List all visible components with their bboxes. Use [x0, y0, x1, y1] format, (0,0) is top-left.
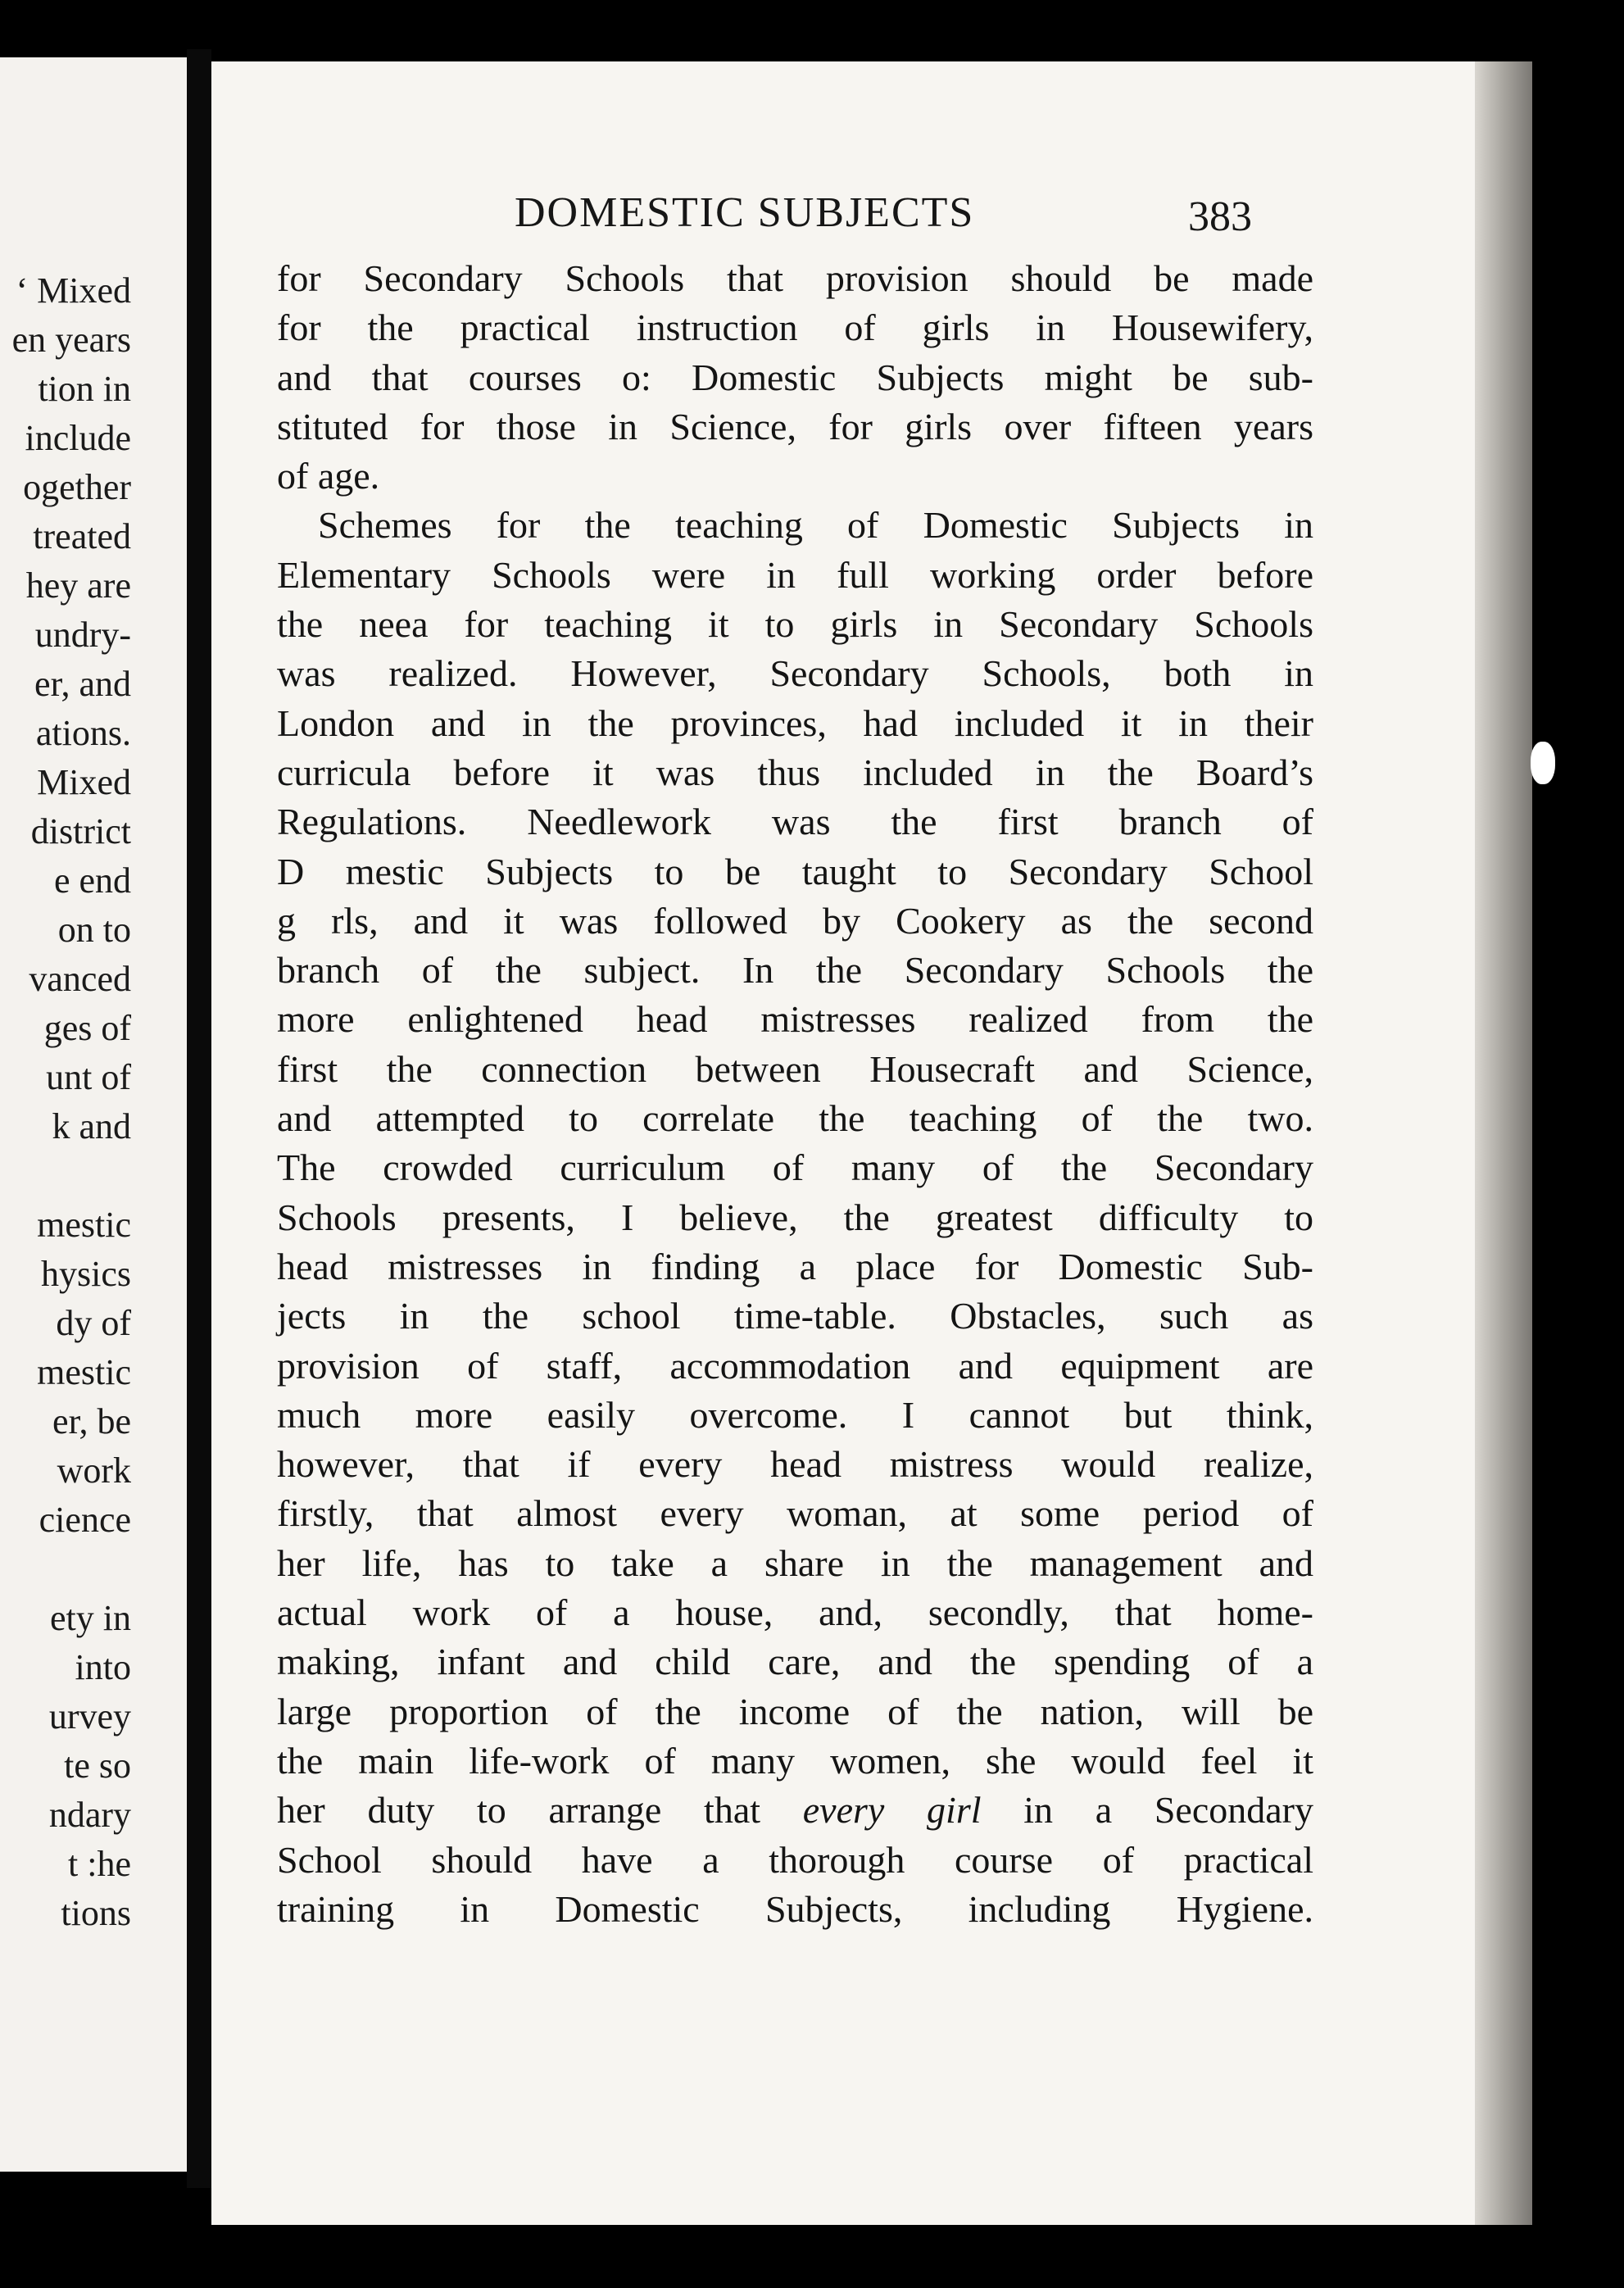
page-number: 383 — [1188, 193, 1252, 240]
left-line: er, be — [52, 1401, 131, 1441]
text-line: making, infant and child care, and the spending of a — [277, 1641, 1313, 1683]
text-line: Regulations. Needlework was the first branch of — [277, 801, 1313, 843]
text-line: provision of staff, accommodation and equipment are — [277, 1344, 1313, 1387]
text-line-mixed — [277, 1786, 1313, 1835]
text-line: firstly, that almost every woman, at some period of — [277, 1492, 1313, 1535]
text-line: however, that if every head mistress would realize, — [277, 1443, 1313, 1486]
text-line: more enlightened head mistresses realized from the — [277, 998, 1313, 1041]
text-line: Schemes for the teaching of Domestic Subjects in — [318, 504, 1313, 547]
text-line: School should have a thorough course of practical — [277, 1838, 1313, 1881]
text-line: of age. — [277, 455, 380, 497]
left-line: into — [75, 1647, 131, 1687]
text-line: branch of the subject. In the Secondary Schools the — [277, 949, 1313, 992]
book-gutter — [187, 49, 211, 2188]
page — [211, 61, 1532, 2225]
left-line: ogether — [23, 467, 131, 507]
left-line: tions — [61, 1893, 131, 1933]
text-line: for Secondary Schools that provision should be made — [277, 257, 1313, 299]
body-text — [277, 254, 1313, 1934]
left-line — [0, 1545, 131, 1594]
left-line: hey are — [25, 565, 131, 606]
text-line: head mistresses in finding a place for Domestic Sub- — [277, 1245, 1313, 1287]
left-line: Mixed — [37, 762, 131, 802]
previous-page-text — [0, 266, 131, 1938]
left-line: en years — [11, 320, 131, 360]
text-line: for the practical instruction of girls in Housewifery, — [277, 306, 1313, 349]
previous-page-fragment — [0, 57, 187, 2172]
left-line: k and — [52, 1106, 131, 1146]
left-line: ety in — [50, 1598, 131, 1638]
text-span: in a Secondary — [1023, 1789, 1313, 1832]
running-head: DOMESTIC SUBJECTS — [515, 189, 975, 236]
left-line: mestic — [37, 1352, 131, 1392]
italic-emphasis: every girl — [802, 1789, 982, 1832]
text-line: stituted for those in Science, for girls over fifteen years — [277, 405, 1313, 447]
left-line: vanced — [29, 959, 131, 999]
left-line: work — [57, 1450, 131, 1491]
left-line: mestic — [37, 1205, 131, 1245]
text-line: first the connection between Housecraft and Science, — [277, 1047, 1313, 1090]
left-line: er, and — [34, 664, 131, 704]
text-line: D mestic Subjects to be taught to Secondary School — [277, 850, 1313, 892]
left-line: dy of — [56, 1303, 131, 1343]
text-span: her duty to arrange that — [277, 1789, 761, 1832]
text-line: and attempted to correlate the teaching of the two. — [277, 1097, 1313, 1140]
text-line: The crowded curriculum of many of the Secondary — [277, 1146, 1313, 1189]
left-line: hysics — [41, 1254, 131, 1294]
left-line — [0, 1151, 131, 1201]
text-line: her life, has to take a share in the management and — [277, 1541, 1313, 1584]
left-line: te so — [64, 1746, 131, 1786]
text-line: London and in the provinces, had included it in their — [277, 701, 1313, 744]
text-line: Elementary Schools were in full working order before — [277, 553, 1313, 596]
left-line: t :he — [68, 1844, 131, 1884]
left-line: urvey — [48, 1696, 131, 1736]
text-line: g rls, and it was followed by Cookery as the second — [277, 899, 1313, 942]
text-line: Schools presents, I believe, the greatest difficulty to — [277, 1196, 1313, 1238]
left-line: ations. — [35, 713, 131, 753]
text-line: and that courses o: Domestic Subjects might be sub- — [277, 356, 1313, 398]
left-line: include — [25, 418, 131, 458]
left-line: unt of — [46, 1057, 131, 1097]
text-line: large proportion of the income of the nation, will be — [277, 1690, 1313, 1732]
left-line: district — [30, 811, 131, 851]
text-line: was realized. However, Secondary Schools, both in — [277, 652, 1313, 695]
left-line: tion in — [38, 369, 131, 409]
text-line: jects in the school time-table. Obstacles, such as — [277, 1295, 1313, 1337]
page-edge-shadow — [1475, 61, 1532, 2225]
left-line: ‘ Mixed — [16, 270, 131, 311]
text-line: the neea for teaching it to girls in Secondary Schools — [277, 603, 1313, 646]
text-line: training in Domestic Subjects, including Hygiene. — [277, 1887, 1313, 1930]
text-line: the main life-work of many women, she would feel it — [277, 1739, 1313, 1782]
left-line: cience — [39, 1500, 131, 1540]
left-line: on to — [57, 910, 131, 950]
paper-blemish — [1531, 742, 1555, 784]
text-line: much more easily overcome. I cannot but think, — [277, 1393, 1313, 1436]
left-line: ges of — [43, 1008, 131, 1048]
left-line: undry- — [34, 615, 131, 655]
text-line: actual work of a house, and, secondly, that home- — [277, 1591, 1313, 1634]
left-line: ndary — [48, 1795, 131, 1835]
text-line: curricula before it was thus included in the Board’s — [277, 751, 1313, 793]
left-line: treated — [33, 516, 131, 556]
left-line: e end — [53, 860, 131, 901]
